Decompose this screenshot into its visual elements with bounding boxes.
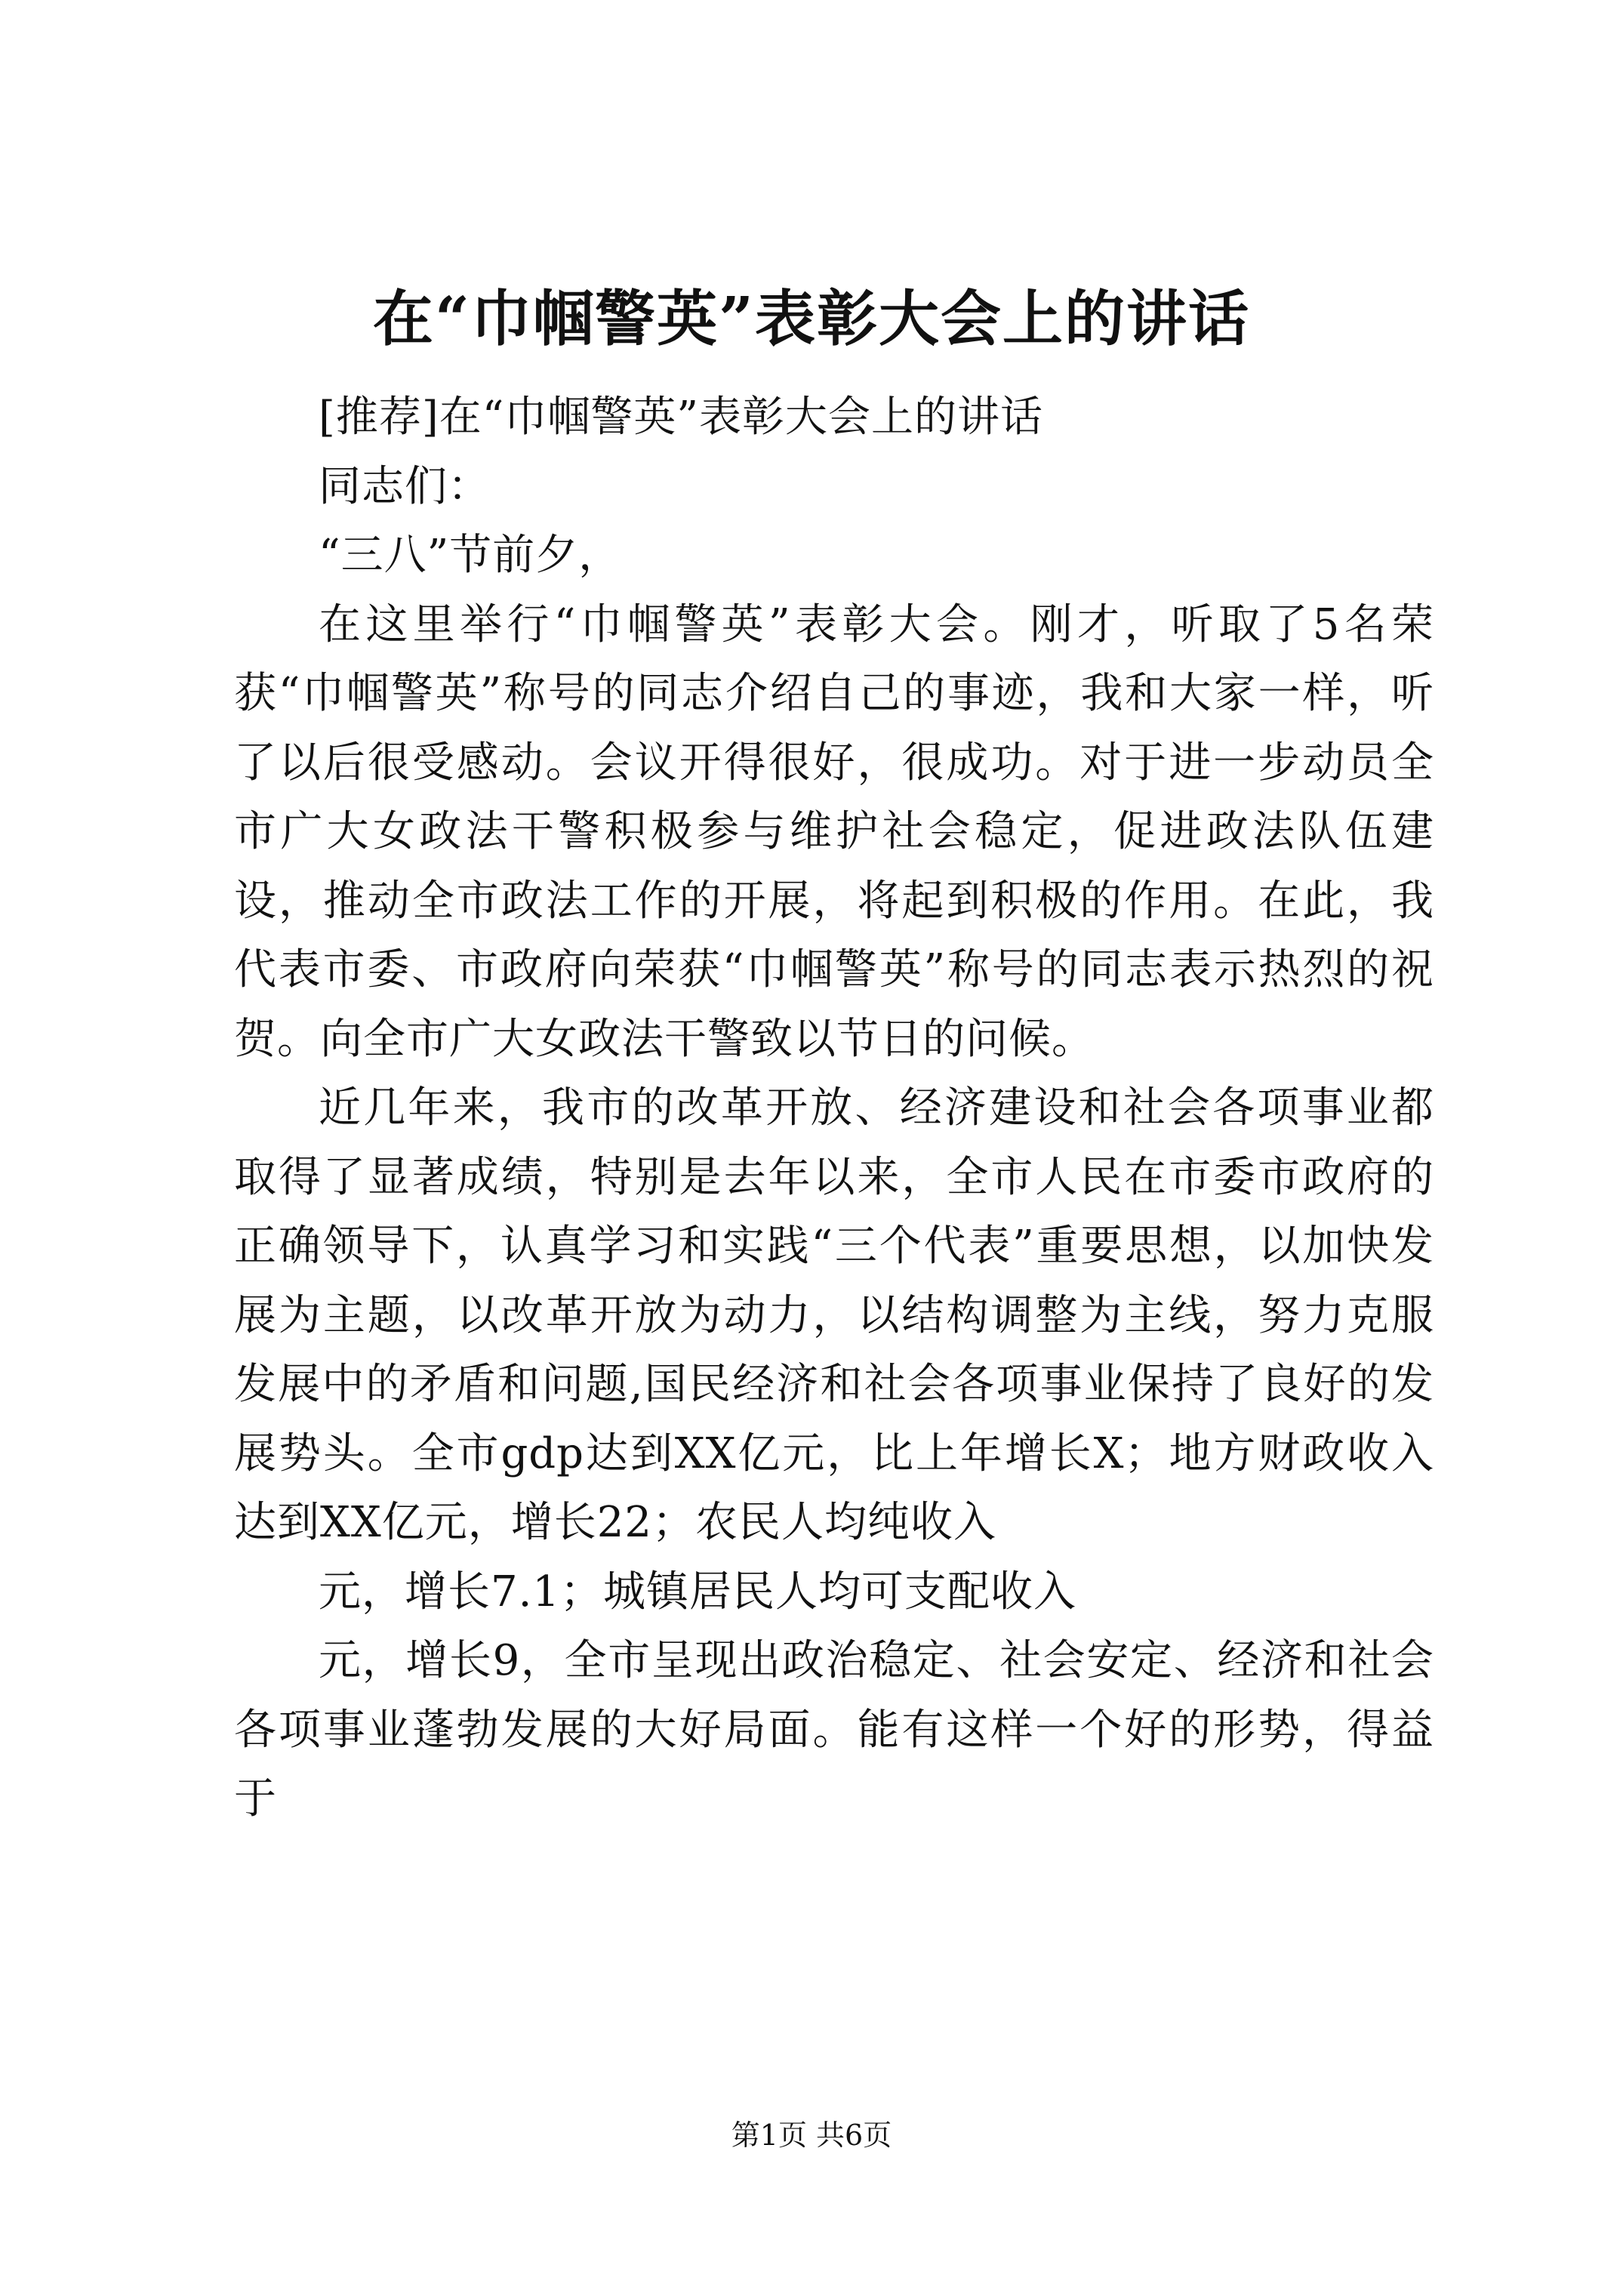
document-title: 在“巾帼警英”表彰大会上的讲话 bbox=[372, 283, 1251, 354]
paragraph-heading-line: [推荐]在“巾帼警英”表彰大会上的讲话 bbox=[319, 393, 1043, 442]
paragraph-meeting: 在这里举行“巾帼警英”表彰大会。刚才，听取了5名荣获“巾帼警英”称号的同志介绍自己的事迹，我和大家一样，听了以后很受感动。会议开得很好，很成功。对于进一步动员全市广大女政法干警积极参与维护社会稳定，促进政法队伍建设，推动全市政法工作的开展，将起到积极的作用。在此，我代表市委、市政府向荣获“巾帼警英”称号的同志表示热烈的祝贺。向全市广大女政法干警致以节日的问候。 bbox=[234, 599, 1434, 1064]
document-body bbox=[234, 383, 1434, 1834]
paragraph-intro: “三八”节前夕， bbox=[319, 531, 622, 580]
page-number-footer: 第1页 共6页 bbox=[731, 2119, 892, 2152]
paragraph-income-urban: 元，增长9，全市呈现出政治稳定、社会安定、经济和社会各项事业蓬勃发展的大好局面。能有这样一个好的形势，得益于 bbox=[234, 1636, 1434, 1823]
paragraph-salutation: 同志们： bbox=[319, 461, 491, 511]
paragraph-income-rural: 元，增长7.1；城镇居民人均可支配收入 bbox=[319, 1567, 1077, 1616]
paragraph-achievements: 近几年来，我市的改革开放、经济建设和社会各项事业都取得了显著成绩，特别是去年以来，全市人民在市委市政府的正确领导下，认真学习和实践“三个代表”重要思想，以加快发展为主题，以改革开放为动力，以结构调整为主线，努力克服发展中的矛盾和问题,国民经济和社会各项事业保持了良好的发展势头。全市gdp达到XX亿元，比上年增长X；地方财政收入达到XX亿元，增长22；农民人均纯收入 bbox=[234, 1083, 1434, 1547]
